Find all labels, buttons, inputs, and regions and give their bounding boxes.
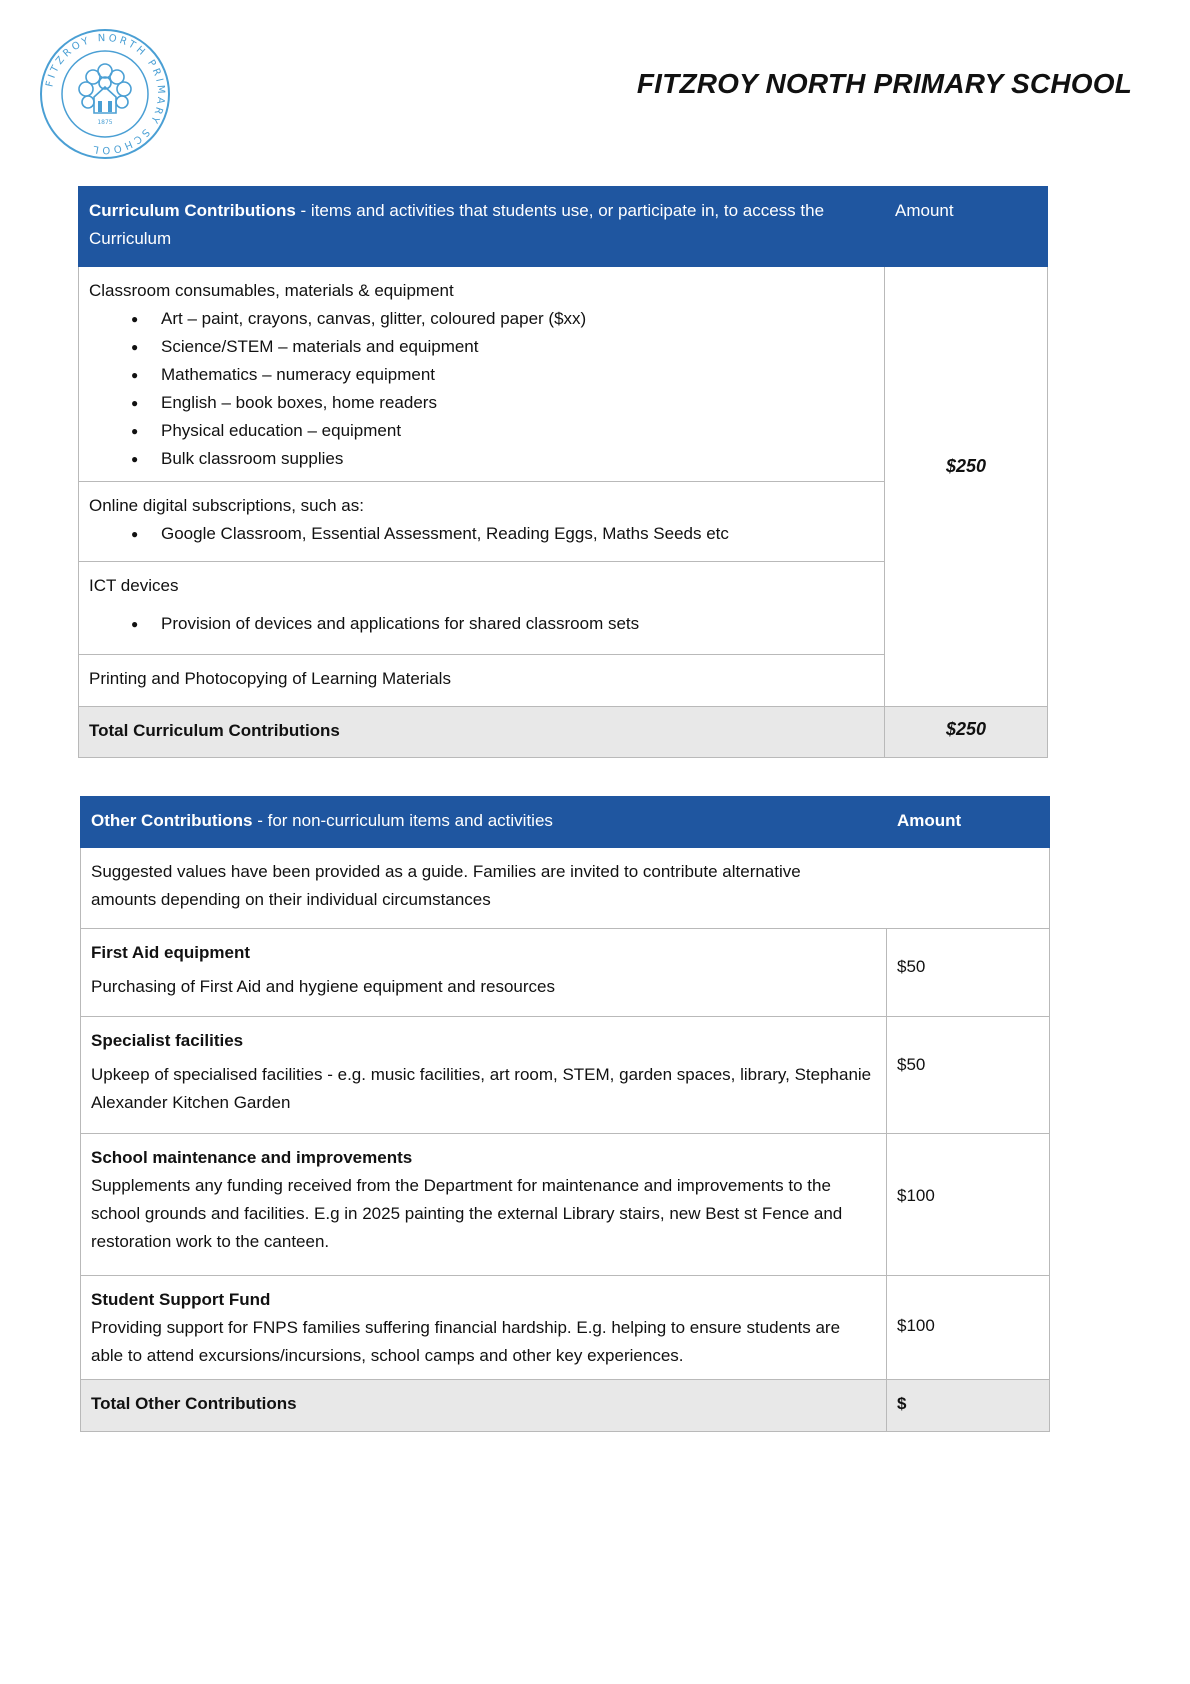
row-desc: Upkeep of specialised facilities - e.g. music facilities, art room, STEM, garden spaces, library, Stephanie Alexander Kitchen Garden: [91, 1065, 872, 1112]
school-logo: [38, 27, 172, 161]
section-title: Printing and Photocopying of Learning Materials: [89, 669, 451, 688]
other-total-label: Total Other Contributions: [81, 1380, 887, 1432]
list-item: ● English – book boxes, home readers: [131, 389, 874, 417]
other-row-first-aid: [81, 929, 887, 1017]
other-row-specialist: [81, 1017, 887, 1134]
section-title: ICT devices: [89, 576, 179, 595]
other-note: Suggested values have been provided as a guide. Families are invited to contribute alternative amounts depending on their individual circumstances: [81, 848, 1050, 929]
curriculum-header-title: Curriculum Contributions: [89, 201, 296, 220]
curriculum-total-amount: $250: [945, 719, 987, 739]
list-item: ● Bulk classroom supplies: [131, 445, 874, 473]
row-amount: $50: [887, 929, 1050, 1017]
other-row-maintenance: [81, 1134, 887, 1276]
other-header: [81, 797, 887, 848]
curriculum-header: [79, 187, 885, 267]
curriculum-amount: $250: [945, 456, 987, 476]
section-title: Classroom consumables, materials & equipment: [89, 281, 454, 300]
row-title: Student Support Fund: [91, 1290, 271, 1309]
school-name: FITZROY NORTH PRIMARY SCHOOL: [636, 68, 1132, 99]
logo-year: 1875: [97, 119, 113, 126]
list-item: ● Google Classroom, Essential Assessment, Reading Eggs, Maths Seeds etc: [131, 520, 874, 548]
row-desc: Purchasing of First Aid and hygiene equipment and resources: [91, 977, 555, 996]
row-title: School maintenance and improvements: [91, 1148, 413, 1167]
row-amount: $100: [887, 1134, 1050, 1276]
row-desc: Providing support for FNPS families suffering financial hardship. E.g. helping to ensure students are able to attend excursions/incursions, school camps and other key experiences.: [91, 1318, 841, 1365]
curriculum-total-label: Total Curriculum Contributions: [79, 707, 885, 758]
logo-ring-text: FITZROY NORTH PRIMARY SCHOOL: [44, 32, 167, 156]
list-item: ● Art – paint, crayons, canvas, glitter, coloured paper ($xx): [131, 305, 874, 333]
other-contributions-table: [80, 796, 1050, 1432]
curriculum-contributions-table: [78, 186, 1048, 758]
list-item: ● Science/STEM – materials and equipment: [131, 333, 874, 361]
curriculum-section-subscriptions: [79, 482, 885, 562]
curriculum-section-ict: [79, 562, 885, 655]
other-total-amount: $: [887, 1380, 1050, 1432]
curriculum-amount-cell: [885, 267, 1048, 707]
other-header-title: Other Contributions: [91, 811, 253, 830]
row-desc: Supplements any funding received from the Department for maintenance and improvements to the school grounds and facilities. E.g in 2025 painting the external Library stairs, new Best st Fence and restoration work to the canteen.: [91, 1176, 843, 1251]
list-item: ● Mathematics – numeracy equipment: [131, 361, 874, 389]
curriculum-header-desc: - items and activities that students use, or participate in, to access the Curriculum: [89, 201, 825, 248]
section-title: Online digital subscriptions, such as:: [89, 496, 364, 515]
curriculum-section-printing: [79, 655, 885, 707]
row-title: First Aid equipment: [91, 943, 250, 962]
curriculum-section-consumables: [79, 267, 885, 482]
curriculum-amount-header: Amount: [885, 187, 1048, 267]
other-header-desc: - for non-curriculum items and activities: [252, 811, 553, 830]
list-item: ● Physical education – equipment: [131, 417, 874, 445]
row-amount: $50: [887, 1017, 1050, 1134]
curriculum-total-cell: [885, 707, 1048, 758]
other-row-student-support: [81, 1276, 887, 1380]
list-item: ● Provision of devices and applications for shared classroom sets: [131, 610, 874, 638]
row-amount: $100: [887, 1276, 1050, 1380]
row-title: Specialist facilities: [91, 1031, 244, 1050]
other-amount-header: Amount: [887, 797, 1050, 848]
